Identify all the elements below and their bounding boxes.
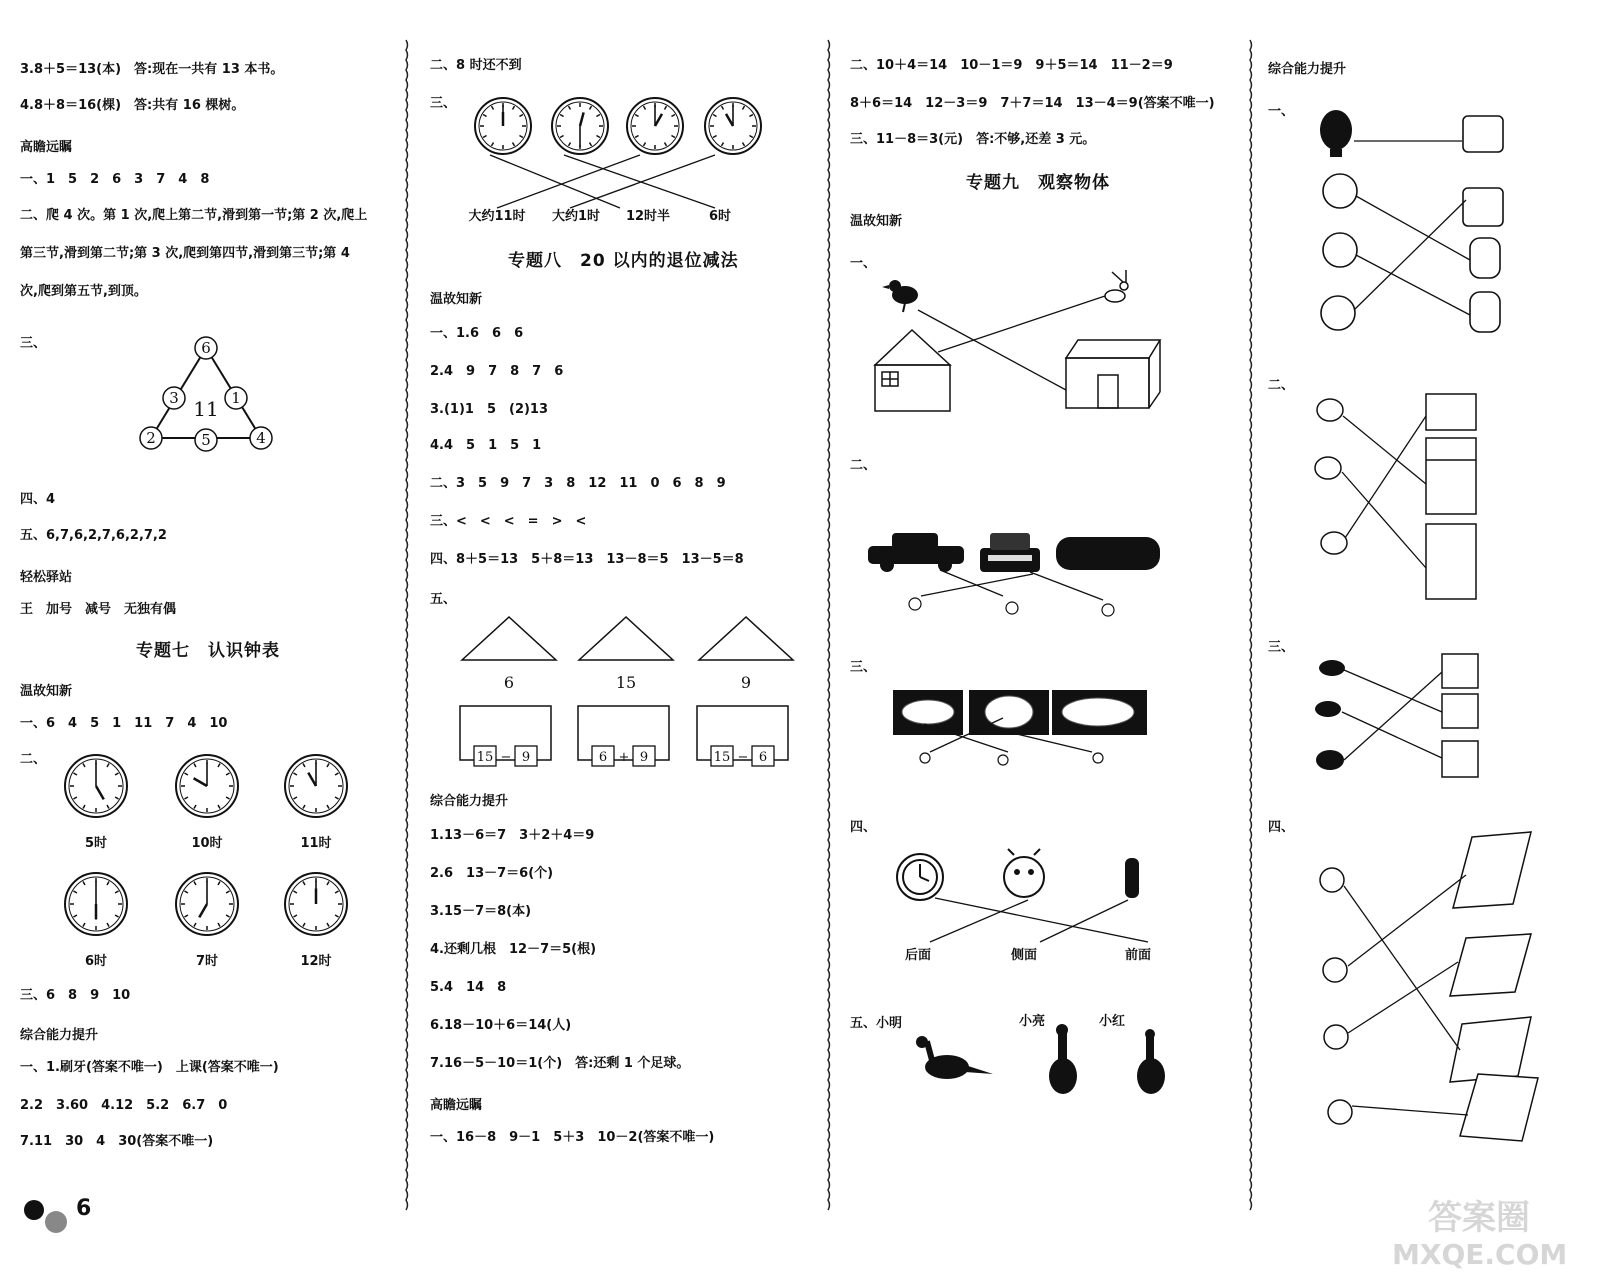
c4-q4: 四、 (1268, 820, 1295, 835)
c3-q4: 四、 (850, 820, 877, 835)
fridge-front-view (1426, 438, 1476, 514)
c2-line-13: 3.15－7＝8(本) (430, 904, 532, 919)
bear-toy-icon (1323, 958, 1347, 982)
box2-op: + (618, 750, 630, 765)
c1-line-3: 一、1 5 2 6 3 7 4 8 (20, 172, 210, 187)
tri-bottom-left: 2 (146, 429, 156, 447)
hat-icon-2 (1315, 701, 1341, 717)
c4-q2: 二、 (1268, 378, 1295, 393)
box2-b: 9 (639, 750, 649, 765)
view-label-back: 后面 (904, 948, 931, 963)
box3-a: 15 (713, 750, 731, 765)
clock-label-5: 7时 (195, 954, 219, 969)
tri-top: 6 (201, 339, 211, 357)
c2-line-8: 三、< < < = > < (430, 514, 587, 529)
backpack-icon-2 (1463, 188, 1503, 226)
c1-line-6: 次,爬到第五节,到顶。 (20, 284, 147, 299)
c3-q2: 二、 (850, 458, 877, 473)
boy-face-icon (1323, 174, 1357, 208)
boy-toy-icon (1320, 868, 1344, 892)
clock-match-label-3: 12时半 (625, 209, 671, 224)
view-label-front: 前面 (1124, 948, 1151, 963)
c1-line-15: 2.2 3.60 4.12 5.2 6.7 0 (20, 1098, 228, 1113)
clock-label-2: 10时 (191, 836, 223, 851)
c3-q3: 三、 (850, 660, 877, 675)
clock-label-3: 11时 (300, 836, 332, 851)
c3-heading-wengu: 温故知新 (850, 214, 903, 229)
c1-line-5: 第三节,滑到第二节;第 3 次,爬到第四节,滑到第三节;第 4 (20, 246, 350, 261)
tri-left-mid: 3 (169, 389, 179, 407)
animal-head-icon-1 (1317, 399, 1343, 421)
c2-line-18: 一、16－8 9－1 5＋3 10－2(答案不唯一) (430, 1130, 715, 1145)
box2-a: 6 (598, 750, 608, 765)
c1-line-13: 三、6 8 9 10 (20, 988, 131, 1003)
c1-line-2: 4.8＋8＝16(棵) 答:共有 16 棵树。 (20, 98, 245, 113)
name-xiaohong: 小红 (1098, 1014, 1125, 1029)
hat-icon-3 (1316, 750, 1344, 770)
cat-toy-icon (1324, 1025, 1348, 1049)
c2-line-12: 2.6 13－7＝6(个) (430, 866, 554, 881)
section-title-7: 专题七 认识钟表 (136, 641, 280, 661)
c3-line-2: 8＋6＝14 12－3＝9 7＋7＝14 13－4＝9(答案不唯一) (850, 96, 1215, 111)
hat-icon-1 (1319, 660, 1345, 676)
section-title-9: 专题九 观察物体 (966, 173, 1110, 193)
c1-line-7: 三、 (20, 336, 47, 351)
girl-bow-face-icon (1321, 296, 1355, 330)
tri-center: 11 (193, 397, 219, 421)
c3-line-3: 三、11－8＝3(元) 答:不够,还差 3 元。 (850, 132, 1096, 147)
animal-head-icon-2 (1315, 457, 1341, 479)
view-label-side: 侧面 (1010, 948, 1037, 963)
c1-line-1: 3.8＋5＝13(本) 答:现在一共有 13 本书。 (20, 62, 284, 77)
c1-line-10: 王 加号 减号 无独有偶 (20, 602, 177, 617)
c4-heading-zonghe: 综合能力提升 (1268, 62, 1347, 77)
c2-heading-gaozhan: 高瞻远瞩 (430, 1098, 483, 1113)
c4-q3: 三、 (1268, 640, 1295, 655)
clock-label-4: 6时 (84, 954, 108, 969)
clock-match-label-4: 6时 (708, 209, 732, 224)
c2-line-15: 5.4 14 8 (430, 980, 507, 995)
blocks-card-2 (1450, 934, 1531, 996)
fridge-side-view (1426, 524, 1476, 599)
c2-line-1: 二、8 时还不到 (430, 58, 522, 73)
c1-line-9: 五、6,7,6,2,7,6,2,7,2 (20, 528, 167, 543)
tri-bottom-right: 4 (256, 429, 266, 447)
c1-line-8: 四、4 (20, 492, 56, 507)
c2-line-4: 2.4 9 7 8 7 6 (430, 364, 564, 379)
c2-heading-wengu: 温故知新 (430, 292, 483, 307)
box3-b: 6 (758, 750, 768, 765)
c2-line-5: 3.(1)1 5 (2)13 (430, 402, 549, 417)
clock-match-label-1: 大约11时 (468, 209, 526, 224)
tri-number-1: 6 (503, 673, 515, 692)
c3-line-1: 二、10＋4＝14 10－1＝9 9＋5＝14 11－2＝9 (850, 58, 1173, 73)
c2-line-17: 7.16－5－10＝1(个) 答:还剩 1 个足球。 (430, 1056, 690, 1071)
c2-line-14: 4.还剩几根 12－7＝5(根) (430, 942, 597, 957)
tri-bottom-mid: 5 (201, 431, 211, 449)
c3-q1: 一、 (850, 256, 877, 271)
c2-line-2: 三、 (430, 96, 457, 111)
blocks-card-1 (1453, 832, 1531, 908)
tri-number-2: 15 (615, 673, 637, 692)
c2-line-6: 4.4 5 1 5 1 (430, 438, 542, 453)
backpack-icon-3 (1470, 238, 1500, 278)
c2-heading-zonghe: 综合能力提升 (430, 794, 509, 809)
c1-heading-wengu: 温故知新 (20, 684, 73, 699)
flower-card-2 (1442, 694, 1478, 728)
box1-op: − (500, 750, 512, 765)
rooster-icon (1328, 1100, 1352, 1124)
c2-line-11: 1.13－6＝7 3＋2＋4＝9 (430, 828, 595, 843)
c2-line-3: 一、1.6 6 6 (430, 326, 524, 341)
watermark-top: 答案圈 (1428, 1198, 1530, 1238)
c1-heading-zonghe: 综合能力提升 (20, 1028, 99, 1043)
c2-line-10: 五、 (430, 592, 457, 607)
c3-q5: 五、小明 (850, 1016, 903, 1031)
box3-op: − (737, 750, 749, 765)
c1-line-16: 7.11 30 4 30(答案不唯一) (20, 1134, 214, 1149)
backpack-icon-1 (1463, 116, 1503, 152)
backpack-icon-4 (1470, 292, 1500, 332)
c2-line-7: 二、3 5 9 7 3 8 12 11 0 6 8 9 (430, 476, 726, 491)
c1-line-12: 二、 (20, 752, 47, 767)
c1-line-11: 一、6 4 5 1 11 7 4 10 (20, 716, 228, 731)
fridge-top-view (1426, 394, 1476, 430)
c1-line-4: 二、爬 4 次。第 1 次,爬上第二节,滑到第一节;第 2 次,爬上 (20, 208, 368, 223)
flower-card-3 (1442, 741, 1478, 777)
c2-line-16: 6.18－10＋6＝14(人) (430, 1018, 572, 1033)
clock-label-1: 5时 (84, 836, 108, 851)
balloon-icon (1320, 110, 1352, 150)
c1-line-14: 一、1.刷牙(答案不唯一) 上课(答案不唯一) (20, 1060, 279, 1075)
box1-b: 9 (521, 750, 531, 765)
page-number: 6 (76, 1196, 92, 1221)
tri-number-3: 9 (740, 673, 752, 692)
blocks-card-4 (1460, 1074, 1538, 1141)
girl-face-icon (1323, 233, 1357, 267)
clock-match-label-2: 大约1时 (551, 209, 601, 224)
blocks-card-3 (1450, 1017, 1531, 1082)
box1-a: 15 (476, 750, 494, 765)
c2-line-9: 四、8＋5＝13 5＋8＝13 13－8＝5 13－5＝8 (430, 552, 744, 567)
animal-head-icon-3 (1321, 532, 1347, 554)
c1-heading-gaozhan: 高瞻远瞩 (20, 140, 73, 155)
clock-label-6: 12时 (300, 954, 332, 969)
c1-heading-qingsong: 轻松驿站 (20, 570, 73, 585)
section-title-8: 专题八 20 以内的退位减法 (508, 251, 739, 271)
tri-right-mid: 1 (231, 389, 241, 407)
name-xiaoliang: 小亮 (1018, 1014, 1045, 1029)
c4-q1: 一、 (1268, 104, 1295, 119)
watermark-bottom: MXQE.COM (1392, 1238, 1568, 1271)
flower-card-1 (1442, 654, 1478, 688)
